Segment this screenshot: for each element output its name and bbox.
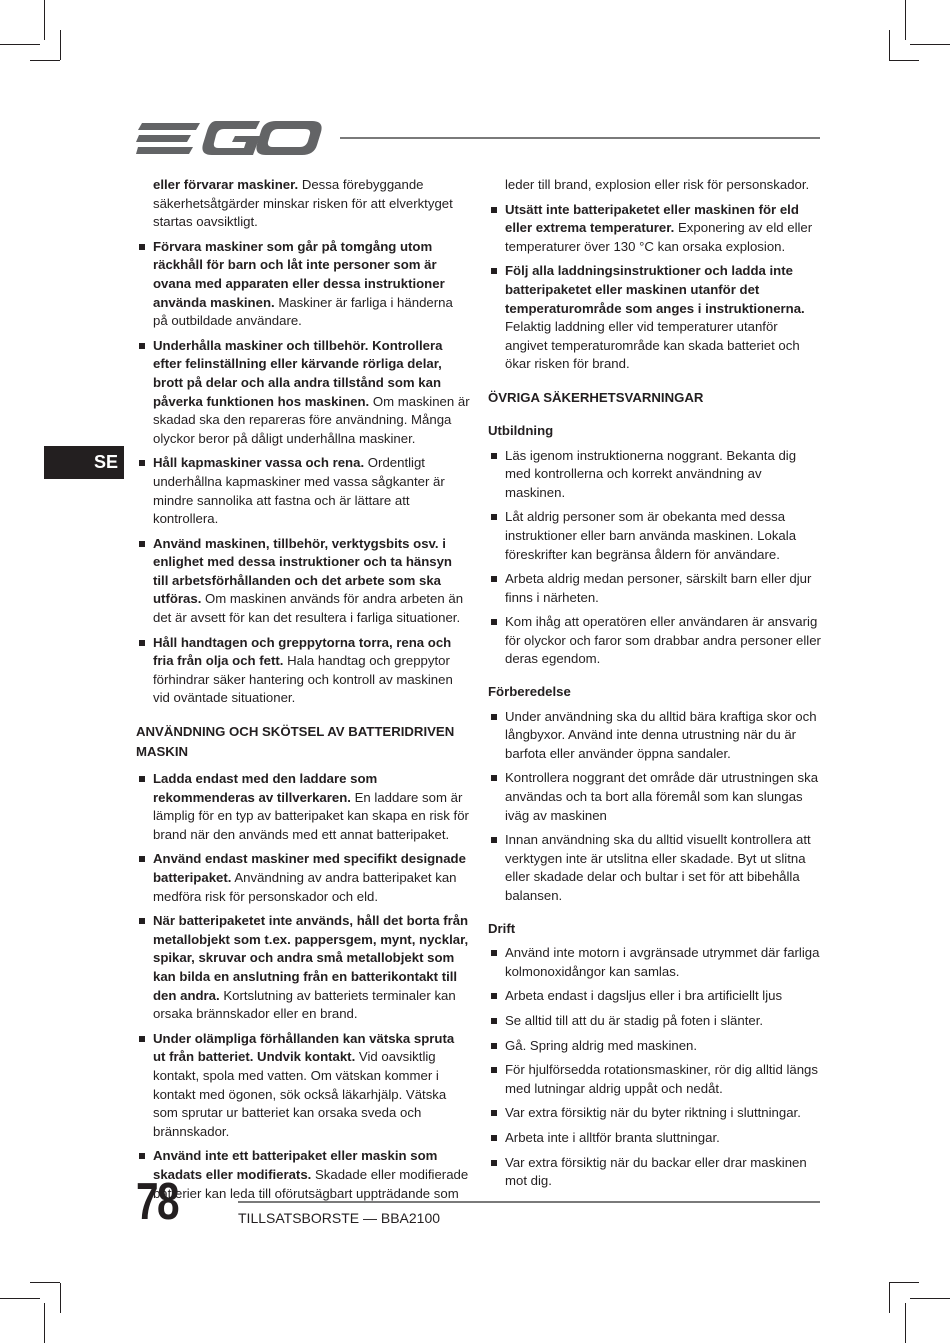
bullet-square-icon <box>139 460 145 466</box>
list-item: Låt aldrig personer som är obekanta med dessa instruktioner eller barn använda maskinen. Lokala föreskrifter kan begränsa åldern för användare. <box>488 508 822 564</box>
list-item: Se alltid till att du är stadig på foten i slänter. <box>488 1012 822 1031</box>
intro-paragraph: leder till brand, explosion eller risk för personskador. <box>505 177 810 192</box>
header-rule <box>340 137 820 139</box>
bullet-square-icon <box>491 1110 497 1116</box>
list-item: Använd inte ett batteripaket eller maskin som skadats eller modifierats. Skadade eller modifierade batterier kan leda till oförutsägbart uppträdande som <box>136 1147 470 1203</box>
list-item: Var extra försiktig när du backar eller drar maskinen mot dig. <box>488 1154 822 1191</box>
list-item: När batteripaketet inte används, håll det borta från metallobjekt som t.ex. pappersgem, mynt, nycklar, spikar, skruvar och andra små metallobjekt som kan bilda en anslutning från en batterikontakt till den andra. Kortslutning av batteriets terminaler kan orsaka brännskador eller en brand. <box>136 912 470 1024</box>
bullet-square-icon <box>491 619 497 625</box>
bullet-square-icon <box>139 1153 145 1159</box>
bullet-square-icon <box>491 950 497 956</box>
bullet-square-icon <box>491 1043 497 1049</box>
list-item: Använd maskinen, tillbehör, verktygsbits osv. i enlighet med dessa instruktioner och ta hänsyn till arbetsförhållanden och det arbete som ska utföras. Om maskinen används för andra arbeten än det är avsett för kan det resultera i farliga situationer. <box>136 535 470 628</box>
bullet-square-icon <box>491 207 497 213</box>
crop-mark <box>30 1282 60 1283</box>
list-item: Utsätt inte batteripaketet eller maskinen för eld eller extrema temperaturer. Exponering av eld eller temperaturer över 130 °C kan orsaka explosion. <box>488 201 822 257</box>
bullet-square-icon <box>491 453 497 459</box>
list-item: Var extra försiktig när du byter riktning i sluttningar. <box>488 1104 822 1123</box>
list-item: Gå. Spring aldrig med maskinen. <box>488 1037 822 1056</box>
crop-mark <box>60 30 61 60</box>
list-item: Arbeta aldrig medan personer, särskilt barn eller djur finns i närheten. <box>488 570 822 607</box>
list-item: Kontrollera noggrant det område där utrustningen ska användas och ta bort alla föremål som kan slungas iväg av maskinen <box>488 769 822 825</box>
crop-mark <box>0 1298 40 1299</box>
footer-rule <box>238 1201 820 1203</box>
bullet-square-icon <box>139 918 145 924</box>
page-number: 78 <box>136 1173 178 1231</box>
bullet-square-icon <box>491 1067 497 1073</box>
subsection-heading: Drift <box>488 920 516 936</box>
crop-mark <box>905 1303 906 1343</box>
list-item: Under olämpliga förhållanden kan vätska spruta ut från batteriet. Undvik kontakt. Vid oavsiktlig kontakt, spola med vatten. Om vätskan kommer i kontakt med ögonen, sök också läkarhjälp. Vätska som sprutar ur batteriet kan orsaka sveda och brännskador. <box>136 1030 470 1142</box>
crop-mark <box>60 1283 61 1313</box>
list-item: Följ alla laddningsinstruktioner och ladda inte batteripaketet eller maskinen utanför det temperaturområde som anges i instruktionerna. Felaktig laddning eller vid temperaturer utanför angivet temperaturområde kan skada batteriet och ökar risken för brand. <box>488 262 822 374</box>
crop-mark <box>44 1303 45 1343</box>
ego-logo <box>136 117 322 159</box>
bullet-square-icon <box>139 640 145 646</box>
bullet-square-icon <box>491 514 497 520</box>
bullet-square-icon <box>139 856 145 862</box>
bullet-square-icon <box>491 268 497 274</box>
bullet-square-icon <box>491 1135 497 1141</box>
section-heading: ÖVRIGA SÄKERHETSVARNINGAR <box>488 389 704 405</box>
list-item: Förvara maskiner som går på tomgång utom räckhåll för barn och låt inte personer som är ovana med apparaten eller dessa instruktioner använda maskinen. Maskiner är farliga i händerna på outbildade användare. <box>136 238 470 331</box>
crop-mark <box>910 1298 950 1299</box>
bullet-square-icon <box>491 1018 497 1024</box>
subsection-heading: Förberedelse <box>488 684 571 700</box>
list-item: Underhålla maskiner och tillbehör. Kontrollera efter felinställning eller kärvande rörliga delar, brott på delar och alla andra tillstånd som kan påverka funktionen hos maskinen. Om maskinen är skadad ska den repareras före användning. Många olyckor beror på dåligt underhållna maskiner. <box>136 337 470 449</box>
list-item: Använd endast maskiner med specifikt designade batteripaket. Användning av andra batteripaket kan medföra risk för personskador och eld. <box>136 850 470 906</box>
bullet-square-icon <box>491 1160 497 1166</box>
list-item: Håll kapmaskiner vassa och rena. Ordentligt underhållna kapmaskiner med vassa sågkanter är mindre sannolika att fastna och är lättare att kontrollera. <box>136 454 470 528</box>
subsection-heading: Utbildning <box>488 422 554 438</box>
bullet-square-icon <box>491 837 497 843</box>
section-heading: ANVÄNDNING OCH SKÖTSEL AV BATTERIDRIVEN MASKIN <box>136 724 455 760</box>
bullet-square-icon <box>139 1036 145 1042</box>
crop-mark <box>889 60 919 61</box>
bullet-square-icon <box>491 576 497 582</box>
crop-mark <box>44 0 45 40</box>
crop-mark <box>30 60 60 61</box>
crop-mark <box>889 30 890 60</box>
list-item: Arbeta endast i dagsljus eller i bra artificiellt ljus <box>488 987 822 1006</box>
bullet-square-icon <box>491 714 497 720</box>
list-item: Använd inte motorn i avgränsade utrymmet där farliga kolmonoxidångor kan samlas. <box>488 944 822 981</box>
bullet-square-icon <box>491 993 497 999</box>
list-item: Läs igenom instruktionerna noggrant. Bekanta dig med kontrollerna och korrekt användning av maskinen. <box>488 447 822 503</box>
list-item: Håll handtagen och greppytorna torra, rena och fria från olja och fett. Hala handtag och greppytor förhindrar säker hantering och kontroll av maskinen vid oväntade situationer. <box>136 634 470 708</box>
list-item: Innan användning ska du alltid visuellt kontrollera att verktygen inte är utslitna eller skadade. Byt ut slitna eller skadade delar och bultar i set för att bibehålla balansen. <box>488 831 822 905</box>
crop-mark <box>889 1282 919 1283</box>
left-column <box>136 176 470 1209</box>
crop-mark <box>889 1283 890 1313</box>
list-item: Kom ihåg att operatören eller användaren är ansvarig för olyckor och faror som drabbar andra personer eller deras egendom. <box>488 613 822 669</box>
bullet-square-icon <box>139 244 145 250</box>
crop-mark <box>910 44 950 45</box>
intro-paragraph: eller förvarar maskiner. Dessa förebyggande säkerhetsåtgärder minskar risken för att elverktyget startas oavsiktligt. <box>153 177 453 230</box>
crop-mark <box>0 44 40 45</box>
right-column <box>488 176 822 1197</box>
list-item: Arbeta inte i alltför branta sluttningar. <box>488 1129 822 1148</box>
bullet-square-icon <box>139 343 145 349</box>
bullet-square-icon <box>139 541 145 547</box>
bullet-square-icon <box>491 775 497 781</box>
list-item: Ladda endast med den laddare som rekommenderas av tillverkaren. En laddare som är lämplig för en typ av batteripaket kan skapa en risk för brand när den används med ett annat batteripaket. <box>136 770 470 844</box>
crop-mark <box>905 0 906 40</box>
language-tab: SE <box>44 446 124 479</box>
bullet-square-icon <box>139 776 145 782</box>
footer-title: TILLSATSBORSTE — BBA2100 <box>238 1210 441 1226</box>
list-item: Under användning ska du alltid bära kraftiga skor och långbyxor. Använd inte denna utrustning när du är barfota eller använder öppna sandaler. <box>488 708 822 764</box>
list-item: För hjulförsedda rotationsmaskiner, rör dig alltid längs med lutningar aldrig uppåt och nedåt. <box>488 1061 822 1098</box>
